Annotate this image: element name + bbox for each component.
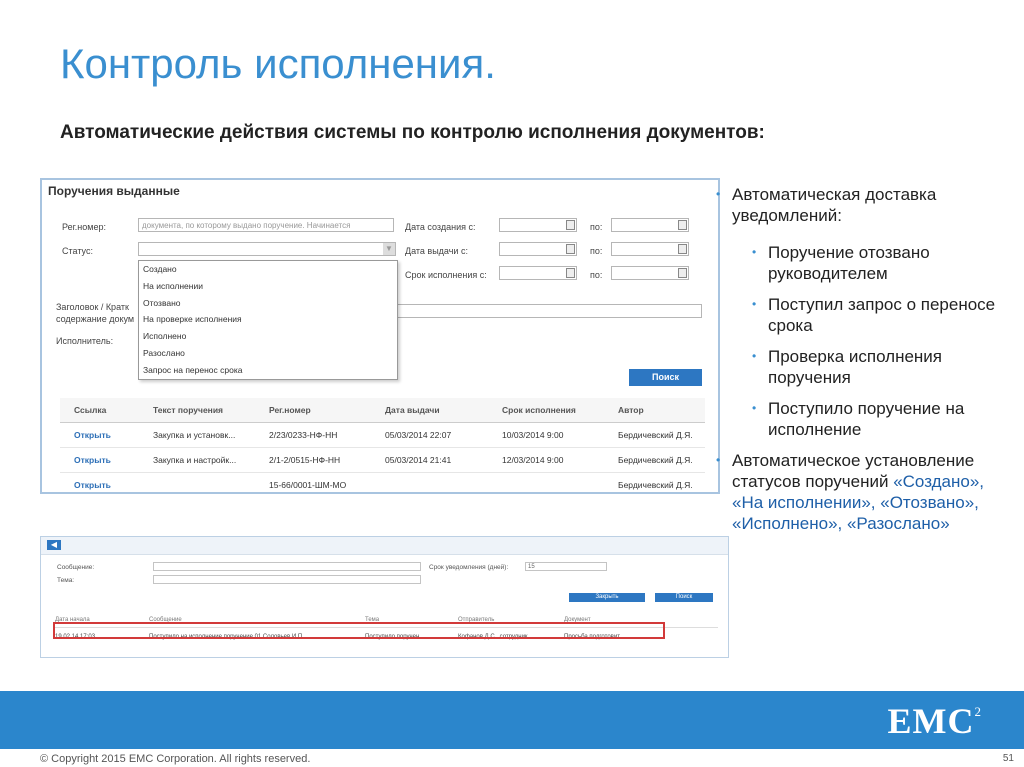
arrow-left-icon[interactable]: ◀ [47, 540, 61, 550]
footer-band [0, 691, 1024, 749]
executor-label: Исполнитель: [56, 336, 114, 346]
calendar-icon[interactable] [678, 244, 687, 254]
due-from-input[interactable] [499, 266, 577, 280]
search-button[interactable]: Поиск [655, 593, 713, 602]
cell-text: Закупка и установк... [153, 430, 236, 440]
status-option[interactable]: Исполнено [143, 331, 187, 342]
calendar-icon[interactable] [566, 220, 575, 230]
subject-label-2: содержание докум [56, 314, 135, 324]
calendar-icon[interactable] [566, 244, 575, 254]
table-header [60, 398, 705, 423]
cell-reg: 2/1-2/0515-НФ-НН [269, 455, 341, 465]
cell-author: Бердичевский Д.Я. [618, 480, 693, 490]
status-list-text: «Создано», «На исполнении», «Отозвано», «Исполнено», «Разослано» [732, 472, 985, 533]
column-header[interactable]: Сообщение [149, 617, 182, 623]
page-title: Контроль исполнения. [60, 40, 496, 87]
column-header[interactable]: Дата выдачи [385, 405, 440, 415]
sub-bullet-item: • Проверка исполнения поручения [716, 346, 1006, 388]
cell-date: 19.02.14 17:03 [55, 634, 96, 640]
page-subtitle: Автоматические действия системы по контролю исполнения документов: [60, 122, 765, 143]
sub-bullet-item: • Поручение отозвано руководителем [716, 242, 1006, 284]
column-header[interactable]: Ссылка [74, 405, 107, 415]
issued-from-input[interactable] [499, 242, 577, 256]
cell-text: Закупка и настройк... [153, 455, 237, 465]
calendar-icon[interactable] [678, 268, 687, 278]
status-select[interactable] [138, 242, 396, 256]
sub-bullet-item: • Поступило поручение на исполнение [716, 398, 1006, 440]
sub-bullet-item: • Поступил запрос о переносе срока [716, 294, 1006, 336]
cell-issued: 05/03/2014 21:41 [385, 455, 452, 465]
panel-header: Поручения выданные [48, 184, 180, 198]
row-highlight [53, 622, 665, 639]
cell-text [153, 473, 269, 494]
calendar-icon[interactable] [678, 220, 687, 230]
calendar-icon[interactable] [566, 268, 575, 278]
column-header[interactable]: Документ [564, 617, 591, 623]
created-to-input[interactable] [611, 218, 689, 232]
created-from-input[interactable] [499, 218, 577, 232]
term-label: Срок уведомления (дней): [429, 564, 509, 571]
issued-to-label: по: [590, 246, 603, 256]
cell-issued [385, 473, 502, 494]
cell-author: Бердичевский Д.Я. [618, 430, 693, 440]
status-option[interactable]: Разослано [143, 347, 185, 358]
cell-due [502, 473, 618, 494]
bullet-text: Автоматическое установление статусов поручений [732, 451, 975, 491]
cell-document: Просьба подготовит [564, 634, 620, 640]
cell-due: 12/03/2014 9:00 [502, 455, 564, 465]
open-link[interactable]: Открыть [74, 455, 111, 465]
toolbar [41, 537, 728, 555]
message-label: Сообщение: [57, 564, 95, 571]
status-option[interactable]: Отозвано [143, 297, 181, 308]
status-dropdown [138, 260, 398, 380]
table-row [60, 423, 705, 448]
subject-input[interactable] [396, 304, 702, 318]
due-to-input[interactable] [611, 266, 689, 280]
table-row [60, 448, 705, 473]
table-row [60, 473, 705, 494]
cell-sender: Кофанов Д.С., сотрудник [458, 634, 528, 640]
open-link[interactable]: Открыть [74, 430, 111, 440]
search-button[interactable]: Поиск [629, 369, 702, 386]
cell-message: Поступило на исполнение поручение 01 Соловьев И.П. [149, 634, 304, 640]
column-header[interactable]: Дата начала [55, 617, 90, 623]
subject-select[interactable] [153, 575, 421, 584]
open-link[interactable]: Открыть [74, 480, 111, 490]
column-header[interactable]: Рег.номер [269, 405, 311, 415]
column-header[interactable]: Срок исполнения [502, 405, 576, 415]
notifications-screenshot [40, 536, 729, 658]
cell-issued: 05/03/2014 22:07 [385, 430, 452, 440]
cell-reg: 2/23/0233-НФ-НН [269, 430, 338, 440]
status-option[interactable]: Создано [143, 264, 177, 274]
created-to-label: по: [590, 222, 603, 232]
column-header[interactable]: Текст поручения [153, 405, 224, 415]
status-option[interactable]: Запрос на перенос срока [143, 364, 243, 375]
emc-logo [888, 700, 983, 742]
reg-number-label: Рег.номер: [62, 222, 106, 232]
column-header[interactable]: Тема [365, 617, 380, 623]
status-option[interactable]: На проверке исполнения [143, 314, 242, 325]
reg-number-input[interactable]: документа, по которому выдано поручение. Начинается [138, 218, 394, 232]
cell-author: Бердичевский Д.Я. [618, 455, 693, 465]
bullet-item [716, 450, 1006, 534]
cell-subject: Поступило поручен [365, 634, 420, 640]
status-label: Статус: [62, 246, 93, 256]
logo-superscript: 2 [974, 704, 982, 719]
orders-table [60, 398, 705, 494]
status-option[interactable]: На исполнении [143, 280, 203, 291]
issued-orders-screenshot [40, 178, 720, 494]
column-header[interactable]: Отправитель [458, 617, 495, 623]
message-input[interactable] [153, 562, 421, 571]
due-from-label: Срок исполнения с: [405, 270, 487, 280]
subject-label: Заголовок / Кратк [56, 302, 129, 312]
page-number: 51 [1002, 753, 1014, 764]
bullet-list [716, 184, 1006, 534]
column-header[interactable]: Автор [618, 405, 644, 415]
chevron-down-icon[interactable]: ▼ [383, 243, 395, 255]
created-from-label: Дата создания с: [405, 222, 476, 232]
term-input[interactable]: 15 [525, 562, 607, 571]
cell-due: 10/03/2014 9:00 [502, 430, 564, 440]
subject-label: Тема: [57, 577, 75, 584]
logo-text: EMC [887, 701, 975, 741]
close-button[interactable]: Закрыть [569, 593, 645, 602]
bullet-item: • Автоматическая доставка уведомлений: [716, 184, 1006, 226]
copyright-text: © Copyright 2015 EMC Corporation. All rights reserved. [40, 753, 311, 765]
due-to-label: по: [590, 270, 603, 280]
cell-reg: 15-66/0001-ШМ-МО [269, 480, 347, 490]
issued-to-input[interactable] [611, 242, 689, 256]
issued-from-label: Дата выдачи с: [405, 246, 468, 256]
